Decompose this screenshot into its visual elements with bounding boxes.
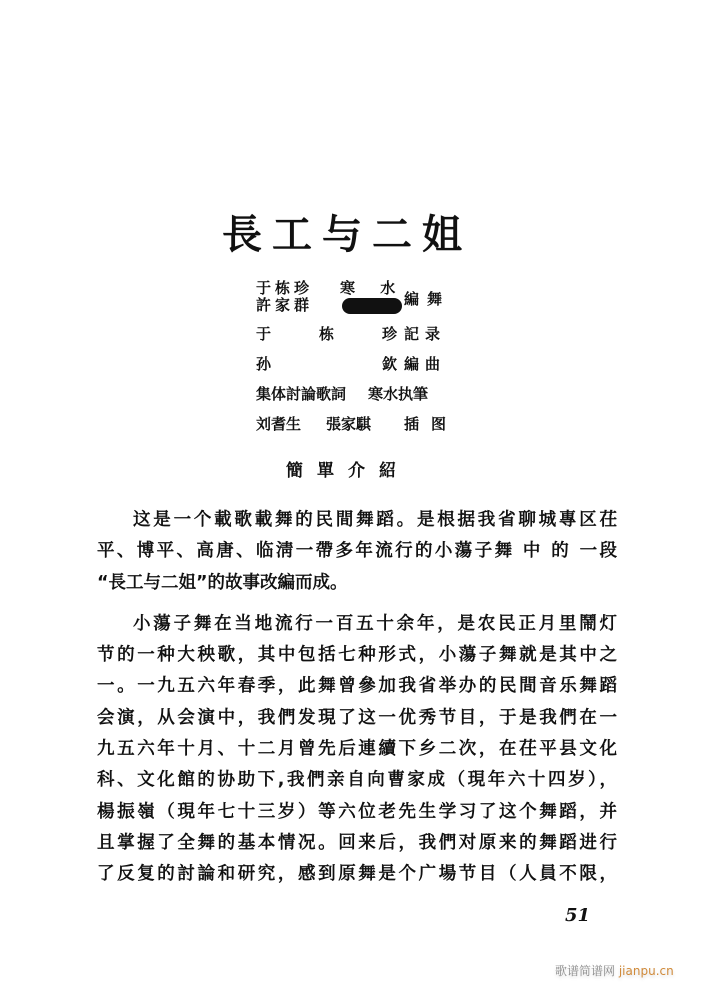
paragraph-gap — [97, 599, 617, 609]
text-line: 节的一种大秧歌，其中包括七种形式，小蕩子舞就是其中之 — [97, 645, 617, 666]
paragraph-1 — [97, 505, 617, 599]
credit-row-lyrics — [256, 382, 456, 412]
text-line: 九五六年十月、十二月曾先后連續下乡二次，在茌平县文化 — [97, 739, 617, 760]
role-choreography: 編舞 — [404, 290, 451, 308]
text-line: 一。一九五六年春季，此舞曾參加我省举办的民間音乐舞蹈 — [97, 676, 617, 697]
role-music: 編曲 — [404, 355, 447, 373]
composer-name-part-2: 欽 — [382, 355, 398, 373]
page-title: 長工与二姐 — [222, 212, 472, 258]
credits-block — [256, 279, 459, 442]
text-line: 了反复的討論和研究，感到原舞是个广場节目（人員不限， — [97, 864, 617, 885]
composer-name-part-1: 孙 — [256, 355, 272, 373]
text-line: 小蕩子舞在当地流行一百五十余年，是农民正月里鬧灯 — [133, 613, 617, 634]
text-line: 且掌握了全舞的基本情况。回来后，我們对原来的舞蹈进行 — [97, 832, 617, 853]
choreographer-name-2: 許家群 — [256, 296, 314, 314]
choreographer-name-3: 寒 水 — [340, 279, 406, 297]
text-line: 科、文化館的协助下,我們亲自向曹家成（現年六十四岁）， — [97, 770, 617, 791]
credit-row-music — [256, 352, 456, 382]
notation-name-part-1: 于 — [256, 325, 272, 343]
notation-name-part-3: 珍 — [382, 325, 398, 343]
text-line: “長工与二姐”的故事改編而成。 — [97, 572, 348, 593]
illustrator-name-1: 刘耆生 — [256, 415, 302, 433]
text-line: 这是一个載歌載舞的民間舞蹈。是根据我省聊城專区茌 — [133, 510, 617, 530]
section-heading: 簡單介紹 — [286, 461, 410, 481]
choreographer-names — [256, 280, 313, 314]
text-line: 会演，从会演中，我們发現了这一优秀节目，于是我們在一 — [97, 707, 617, 728]
credit-row-choreography — [256, 280, 456, 322]
paragraph-2 — [97, 609, 617, 891]
text-line: 楊振嶺（現年七十三岁）等六位老先生学习了这个舞蹈，并 — [97, 801, 617, 822]
lyrics-label: 集体討論歌詞 — [256, 385, 347, 403]
page-number: 51 — [565, 905, 591, 926]
watermark-domain: jianpu.cn — [618, 964, 674, 978]
watermark-site-name: 歌谱简谱网 — [555, 964, 616, 978]
choreographer-name-1: 于栋珍 — [256, 279, 314, 297]
role-illustration: 插图 — [404, 415, 459, 433]
redaction-mark — [342, 298, 402, 314]
credit-row-illustration — [256, 412, 459, 442]
credit-row-notation — [256, 322, 456, 352]
lyrics-writer: 寒水执筆 — [368, 385, 429, 403]
text-line: 平、博平、高唐、临淸一帶多年流行的小蕩子舞 中 的 一段 — [97, 541, 617, 562]
notation-name-part-2: 栋 — [319, 325, 335, 343]
role-notation: 記录 — [404, 325, 447, 343]
watermark — [555, 962, 674, 979]
illustrator-name-2: 張家騏 — [326, 415, 372, 433]
body-text — [97, 505, 617, 891]
